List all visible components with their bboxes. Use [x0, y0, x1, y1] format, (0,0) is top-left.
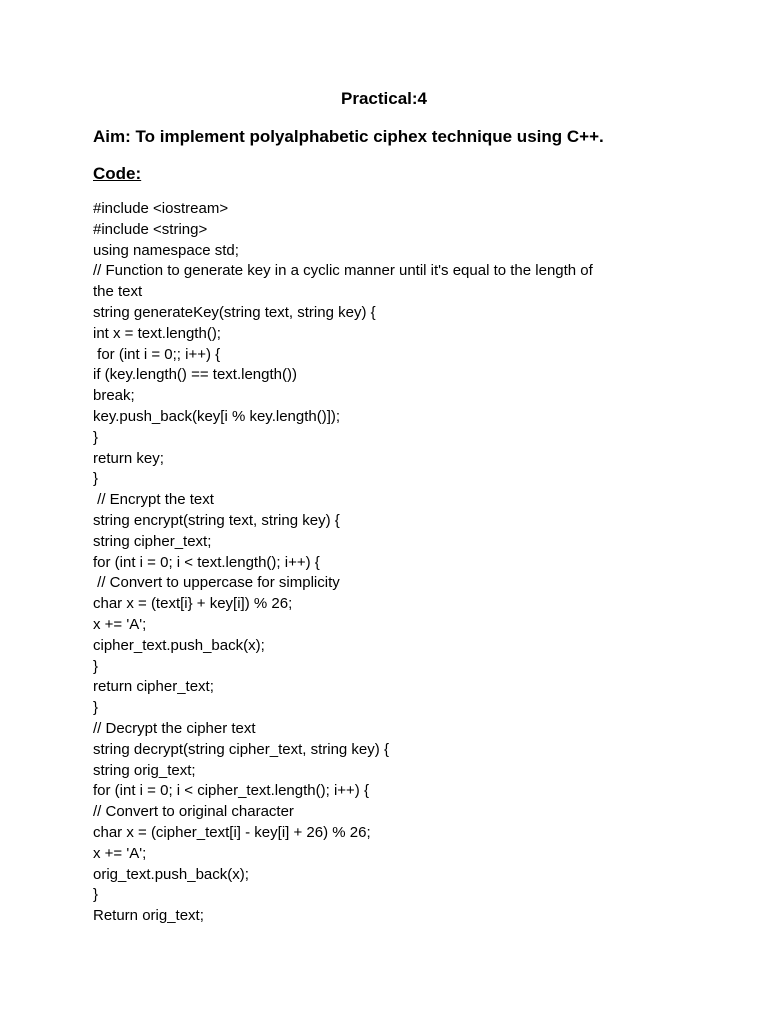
code-line: break; — [93, 387, 135, 405]
code-line: x += 'A'; — [93, 844, 147, 862]
code-line: string cipher_text; — [93, 532, 212, 550]
code-line: string decrypt(string cipher_text, string key) { — [93, 740, 389, 758]
code-line: #include <string> — [93, 220, 208, 238]
code-line: #include <iostream> — [93, 200, 229, 217]
code-line: // Function to generate key in a cyclic manner until it's equal to the length of — [93, 262, 593, 280]
code-line: using namespace std; — [93, 241, 239, 259]
code-block — [93, 199, 693, 927]
code-line: if (key.length() == text.length()) — [93, 366, 297, 384]
page-title: Practical:4 — [341, 89, 427, 108]
code-line: x += 'A'; — [93, 615, 147, 633]
code-line: int x = text.length(); — [93, 324, 221, 342]
code-line: for (int i = 0; i < cipher_text.length(); i++) { — [93, 782, 369, 800]
aim-statement: Aim: To implement polyalphabetic ciphex technique using C++. — [93, 127, 604, 146]
code-line: Return orig_text; — [93, 907, 204, 925]
code-line: } — [93, 699, 99, 717]
code-line: return key; — [93, 449, 164, 467]
code-line: orig_text.push_back(x); — [93, 865, 249, 883]
code-line: cipher_text.push_back(x); — [93, 636, 265, 654]
code-line: char x = (cipher_text[i] - key[i] + 26) % 26; — [93, 823, 371, 841]
code-line: string encrypt(string text, string key) { — [93, 511, 340, 529]
code-line: for (int i = 0; i < text.length(); i++) { — [93, 553, 320, 571]
code-line: } — [93, 428, 99, 446]
code-line: // Encrypt the text — [93, 491, 214, 509]
code-line: char x = (text[i} + key[i]) % 26; — [93, 595, 293, 613]
code-line: // Convert to original character — [93, 803, 294, 821]
code-line: key.push_back(key[i % key.length()]); — [93, 407, 341, 425]
code-line: the text — [93, 283, 143, 301]
code-line: // Convert to uppercase for simplicity — [93, 574, 340, 592]
code-heading: Code: — [93, 164, 142, 183]
code-line: for (int i = 0;; i++) { — [93, 345, 221, 363]
code-line: string orig_text; — [93, 761, 196, 779]
code-line: } — [93, 657, 99, 675]
code-line: } — [93, 470, 99, 488]
code-line: return cipher_text; — [93, 678, 214, 696]
code-line: } — [93, 886, 99, 904]
code-line: // Decrypt the cipher text — [93, 719, 256, 737]
code-line: string generateKey(string text, string key) { — [93, 303, 376, 321]
